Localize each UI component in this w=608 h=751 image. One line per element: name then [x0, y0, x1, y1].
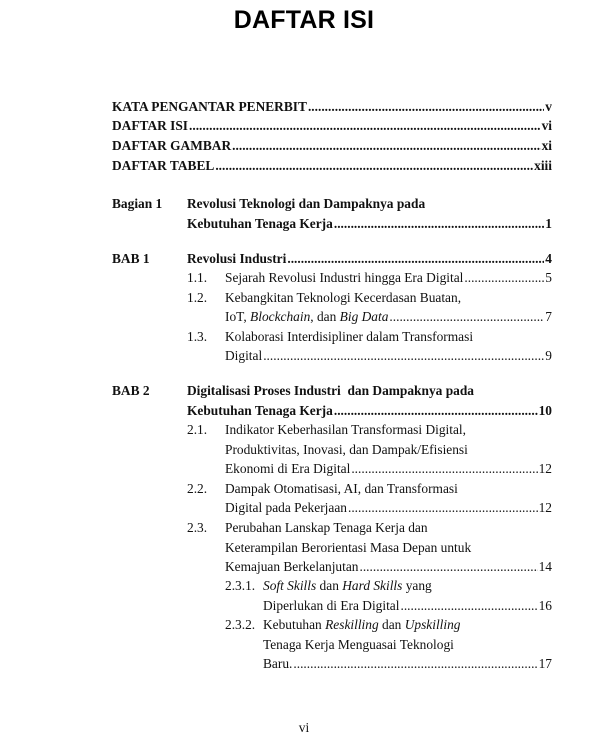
toc-entry-page: 4 — [545, 251, 552, 266]
toc-entry-page: xi — [541, 138, 552, 153]
leader-dots — [293, 654, 537, 673]
section-title-line: Produktivitas, Inovasi, dan Dampak/Efisiensi — [225, 442, 468, 457]
section-number: 2.3.2. — [225, 617, 256, 632]
toc-entry-1-2[interactable] — [225, 307, 552, 326]
bagian-title-line1: Revolusi Teknologi dan Dampaknya pada — [187, 196, 426, 211]
toc-entry-1-1[interactable] — [225, 268, 552, 287]
section-title-line — [263, 615, 461, 634]
toc-entry-label: DAFTAR GAMBAR — [112, 138, 232, 153]
text-run: dan — [378, 617, 405, 632]
toc-entry-page: xiii — [534, 158, 552, 173]
section-number: 1.1. — [187, 270, 208, 285]
bagian-label: Bagian 1 — [112, 196, 163, 211]
text-run-italic: Blockchain — [250, 309, 311, 324]
toc-entry-page: v — [545, 99, 552, 114]
text-run-italic: Soft Skills — [263, 578, 317, 593]
leader-dots — [359, 557, 537, 576]
page-title: DAFTAR ISI — [233, 6, 375, 34]
leader-dots — [389, 307, 544, 326]
toc-entry-daftar-isi[interactable] — [112, 116, 552, 135]
toc-entry-page: 17 — [538, 656, 552, 671]
toc-entry-label: Ekonomi di Era Digital — [225, 461, 351, 476]
toc-entry-page: vi — [541, 118, 552, 133]
toc-entry-page: 12 — [538, 500, 552, 515]
page-number: vi — [298, 720, 310, 735]
toc-entry-2-1[interactable] — [225, 459, 552, 478]
toc-entry-label — [225, 307, 388, 326]
toc-entry-bab-2[interactable] — [187, 401, 552, 420]
toc-entry-label: Baru. — [263, 656, 293, 671]
toc-entry-page: 7 — [545, 309, 552, 324]
toc-entry-page: 5 — [545, 270, 552, 285]
bab-label: BAB 2 — [112, 383, 150, 398]
text-run: Kebutuhan — [263, 617, 326, 632]
toc-entry-label: Digital — [225, 348, 263, 363]
text-run-italic: Big Data — [339, 309, 389, 324]
section-title-line: Kebangkitan Teknologi Kecerdasan Buatan, — [225, 290, 462, 305]
text-run-italic: Upskilling — [404, 617, 461, 632]
leader-dots — [308, 97, 544, 116]
section-number: 1.3. — [187, 329, 208, 344]
text-run: yang — [402, 578, 432, 593]
toc-entry-label: DAFTAR TABEL — [112, 158, 215, 173]
section-number: 2.3. — [187, 520, 208, 535]
text-run: IoT, — [225, 309, 251, 324]
toc-entry-page: 9 — [545, 348, 552, 363]
leader-dots — [215, 156, 533, 175]
toc-entry-label: Revolusi Industri — [187, 251, 287, 266]
leader-dots — [263, 346, 544, 365]
section-number: 2.1. — [187, 422, 208, 437]
leader-dots — [351, 459, 537, 478]
leader-dots — [400, 596, 537, 615]
text-run-italic: Hard Skills — [342, 578, 403, 593]
bab-title-line1: Digitalisasi Proses Industri dan Dampaknya pada — [187, 383, 474, 398]
section-number: 2.2. — [187, 481, 208, 496]
toc-entry-daftar-tabel[interactable] — [112, 156, 552, 175]
leader-dots — [189, 116, 541, 135]
toc-entry-page: 1 — [545, 216, 552, 231]
leader-dots — [334, 214, 544, 233]
toc-entry-label: Kebutuhan Tenaga Kerja — [187, 216, 333, 231]
toc-entry-bagian-1[interactable] — [187, 214, 552, 233]
leader-dots — [464, 268, 544, 287]
leader-dots — [348, 498, 538, 517]
toc-entry-label: Diperlukan di Era Digital — [263, 598, 400, 613]
leader-dots — [287, 249, 544, 268]
text-run: , dan — [310, 309, 340, 324]
section-title-line: Tenaga Kerja Menguasai Teknologi — [263, 637, 454, 652]
toc-entry-page: 16 — [538, 598, 552, 613]
toc-entry-page: 14 — [538, 559, 552, 574]
section-number: 1.2. — [187, 290, 208, 305]
toc-entry-page: 12 — [538, 461, 552, 476]
section-title-line: Keterampilan Berorientasi Masa Depan untuk — [225, 540, 472, 555]
toc-entry-label: DAFTAR ISI — [112, 118, 189, 133]
toc-entry-2-3[interactable] — [225, 557, 552, 576]
bab-label: BAB 1 — [112, 251, 150, 266]
leader-dots — [232, 136, 540, 155]
section-title-line: Dampak Otomatisasi, AI, dan Transformasi — [225, 481, 458, 496]
toc-entry-label: Kemajuan Berkelanjutan — [225, 559, 359, 574]
toc-entry-label: Kebutuhan Tenaga Kerja — [187, 403, 333, 418]
toc-entry-page: 10 — [538, 403, 552, 418]
toc-entry-bab-1[interactable] — [187, 249, 552, 268]
toc-entry-kata-pengantar[interactable] — [112, 97, 552, 116]
section-number: 2.3.1. — [225, 578, 256, 593]
toc-entry-daftar-gambar[interactable] — [112, 136, 552, 155]
section-title-line — [263, 576, 432, 595]
section-title-line: Indikator Keberhasilan Transformasi Digital, — [225, 422, 466, 437]
toc-entry-2-3-2[interactable] — [263, 654, 552, 673]
toc-entry-label: Sejarah Revolusi Industri hingga Era Digital — [225, 270, 464, 285]
text-run: dan — [316, 578, 343, 593]
toc-entry-2-2[interactable] — [225, 498, 552, 517]
text-run-italic: Reskilling — [325, 617, 379, 632]
section-title-line: Kolaborasi Interdisipliner dalam Transformasi — [225, 329, 474, 344]
toc-entry-label: KATA PENGANTAR PENERBIT — [112, 99, 307, 114]
toc-entry-1-3[interactable] — [225, 346, 552, 365]
toc-entry-2-3-1[interactable] — [263, 596, 552, 615]
leader-dots — [334, 401, 538, 420]
toc-entry-label: Digital pada Pekerjaan — [225, 500, 347, 515]
section-title-line: Perubahan Lanskap Tenaga Kerja dan — [225, 520, 428, 535]
